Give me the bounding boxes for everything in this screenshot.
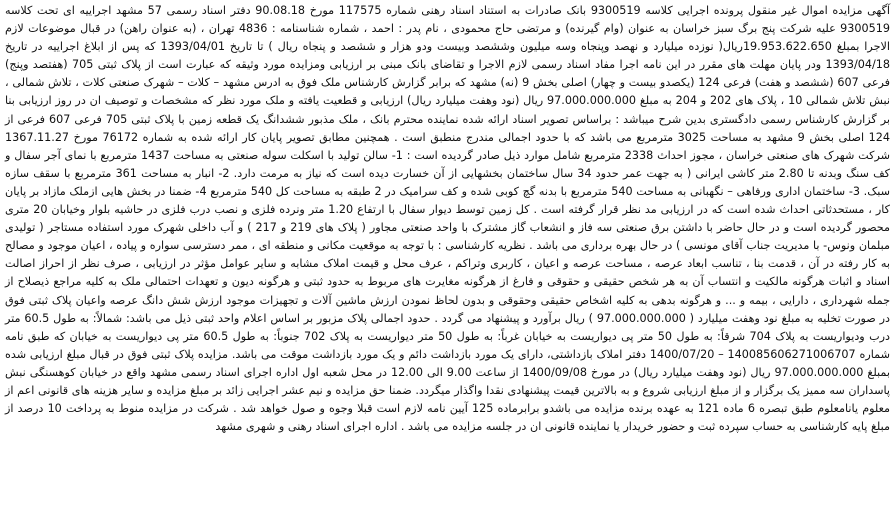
notice-body: آگهی مزایده اموال غیر منقول پرونده اجرایی کلاسه 9300519 بانک صادرات به استناد اسناد رهنی شماره 117575 مورخ 90.08.18 دفتر اسناد رسمی 57 مشهد اجراییه ای تحت کلاسه 9300519 علیه شرکت پنج برگ سبز خراسان به عنوان (وام گیرنده) و مرتضی حاج محمودی ، نام پدر : احمد ، شماره شناسنامه : 4836 تهران ، (به عنوان راهن) در قبال موضوعات لازم الاجرا بمبلغ 19.953.622.650ریال( نوزده میلیارد و نهصد وپنجاه وسه میلیون وششصد وبیست ودو هزار و ششصد و پنجاه ریال ) تا تاریخ 1393/04/01 که پس از ابلاغ اجراییه در تاریخ 1393/04/18 ودر پایان مهلت های مقرر در این نامه اجرا مفاد اسناد رسمی لازم الاجرا و تقاضای بانک مبنی بر ارزیابی ومزایده مورد وثیقه که عبارت است از پلاک ثبتی 705 (هفتصد وپنج) فرعی 607 (ششصد و هفت) فرعی 124 (یکصدو بیست و چهار) اصلی بخش 9 (نه) مشهد که برابر گزارش کارشناس ملک فوق به ادرس مشهد – کلات – شهرک صنعتی کلات ، تلاش شمالی ، نبش تلاش شمالی 10 ، پلاک های 202 و 204 به مبلغ 97.000.000.000 ریال (نود وهفت میلیارد ریال) ارزیابی و قطعیت یافته و ملک مورد نظر که مشخصات و توصیف ان در روز ارزیابی بنا بر گزارش کارشناس رسمی دادگستری بدین شرح میباشد : براساس تصویر اسناد ارائه شده نماینده محترم بانک ، ملک مذبور ششدانگ یک قطعه زمین با پلاک ثبتی 705 فرعی 607 فرعی از 124 اصلی بخش 9 مشهد به مساحت 3025 مترمربع می باشد که با حدود اجمالی مندرج منطبق است . همچنین مطابق تصویر پایان کار ارائه شده به شماره 76172 مورخ 1367.11.27 شرکت شهرک های صنعتی خراسان ، مجوز احداث 2338 مترمربع شامل موارد ذیل صادر گردیده است : 1- سالن تولید با اسکلت سوله صنعتی به مساحت 1437 مترمربع با نمای آجر سفال و کف سنگ وبدنه تا 2.80 متر کاشی ایرانی ( به جهت عمر حدود 34 سال ساختمان بخشهایی از آن خسارت دیده است که نیاز به مرمت دارد. 2- انبار به مساحت 361 مترمربع با سقف سازه سبک. 3- ساختمان اداری ورفاهی – نگهبانی به مساحت 540 مترمربع با بدنه گچ کوبی شده و کف سرامیک در 2 طبقه به مساحت کل 540 مترمربع 4- ضمنا در بخش هایی ازملک مازاد بر پایان کار ، مستحدثاتی احداث شده است که در ارزیابی مد نظر قرار گرفته است . کل زمین توسط دیوار سفال با ارتفاع 1.20 متر ونرده فلزی و نصب درب فلزی در حاشیه بلوار وخیابان 20 متری محصور گردیده است و در حال حاضر با داشتن برق صنعتی سه فاز و انشعاب گاز مشترک با واحد صنعتی مجاور ( پلاک های 219 و 217 ) و آب داخلی شهرک مورد استفاده مستاجر ( تولیدی مبلمان ونوس- با مدیریت جناب آقای مونسی ) در حال بهره برداری می باشد . نظریه کارشناسی : با توجه به موقعیت مکانی و منطقه ای ، ممر دسترسی سواره و پیاده ، اعیان موجود و مصالح به کار رفته در آن ، قدمت بنا ، تناسب ابعاد عرصه ، مساحت عرصه و اعیان ، کاربری وتراکم ، عرف محل و قیمت املاک مشابه و سایر عوامل مؤثر در ارزیابی ، صرف نظر از احراز اصالت اسناد و اثبات هرگونه مالکیت و انتساب آن به هر شخص حقیقی و حقوقی و فارغ از هرگونه مغایرت های مربوط به حدود ثبتی و هرگونه دیون و تعهدات احتمالی ملک به کلیه مراجع ذیصلاح از جمله شهرداری ، دارایی ، بیمه و ... و هرگونه بدهی به کلیه اشخاص حقیقی وحقوقی و بدون لحاظ نمودن ارزش ماشین آلات و تجهیزات موجود ارزش شش دانگ عرصه واعیان پلاک ثبتی فوق در صورت تخلیه به مبلغ نود وهفت میلیارد ( 97.000.000.000 ) ریال برآورد و پیشنهاد می گردد . حدود اجمالی پلاک مزبور بر اساس اعلام واحد ثبتی ذیل می باشد: شمالاً: به طول 60.5 متر درب ودیواریست به پلاک 704 شرقاً: به طول 50 متر پی دیواریست به خیابان غرباً: به طول 50 متر دیواریست به پلاک 702 جنوباً: به طول 60.5 متر پی دیواریست به خیابان که طبق نامه شماره 140085606271006707 – 1400/07/20 دفتر املاک بازداشتی، دارای یک مورد بازداشت دائم و یک مورد بازداشت موقت می باشد. مزایده پلاک ثبتی فوق در قبال مبلغ ارزیابی شده بمبلغ 97.000.000.000 ریال (نود وهفت میلیارد ریال) در مورخ 1400/09/08 از ساعت 9.00 الی 12.00 در محل شعبه اول اداره اجرای اسناد رسمی مشهد واقع در خیابان کوهسنگی نبش پاسداران سه ممیز یک برگزار و از مبلغ ارزیابی شروع و به بالاترین قیمت پیشنهادی نقدا واگذار میگردد. ضمنا حق مزایده و نیم عشر اجرایی زائد بر مبلغ مزایده و سایر هزینه های قانونی اعم از معلوم یانامعلوم طبق تبصره 6 ماده 121 به عهده برنده مزایده می باشدو برابرماده 125 آیین نامه لازم است قبلا وجوه و صول خواهد شد . شرکت در مزایده منوط به پرداخت 10 درصد از مبلغ پایه کارشناسی به حساب سپرده ثبت و حضور خریدار یا نماینده قانونی ان در جلسه مزایده می باشد . اداره اجرای اسناد رهنی و شهری مشهد <box>5 4 891 434</box>
